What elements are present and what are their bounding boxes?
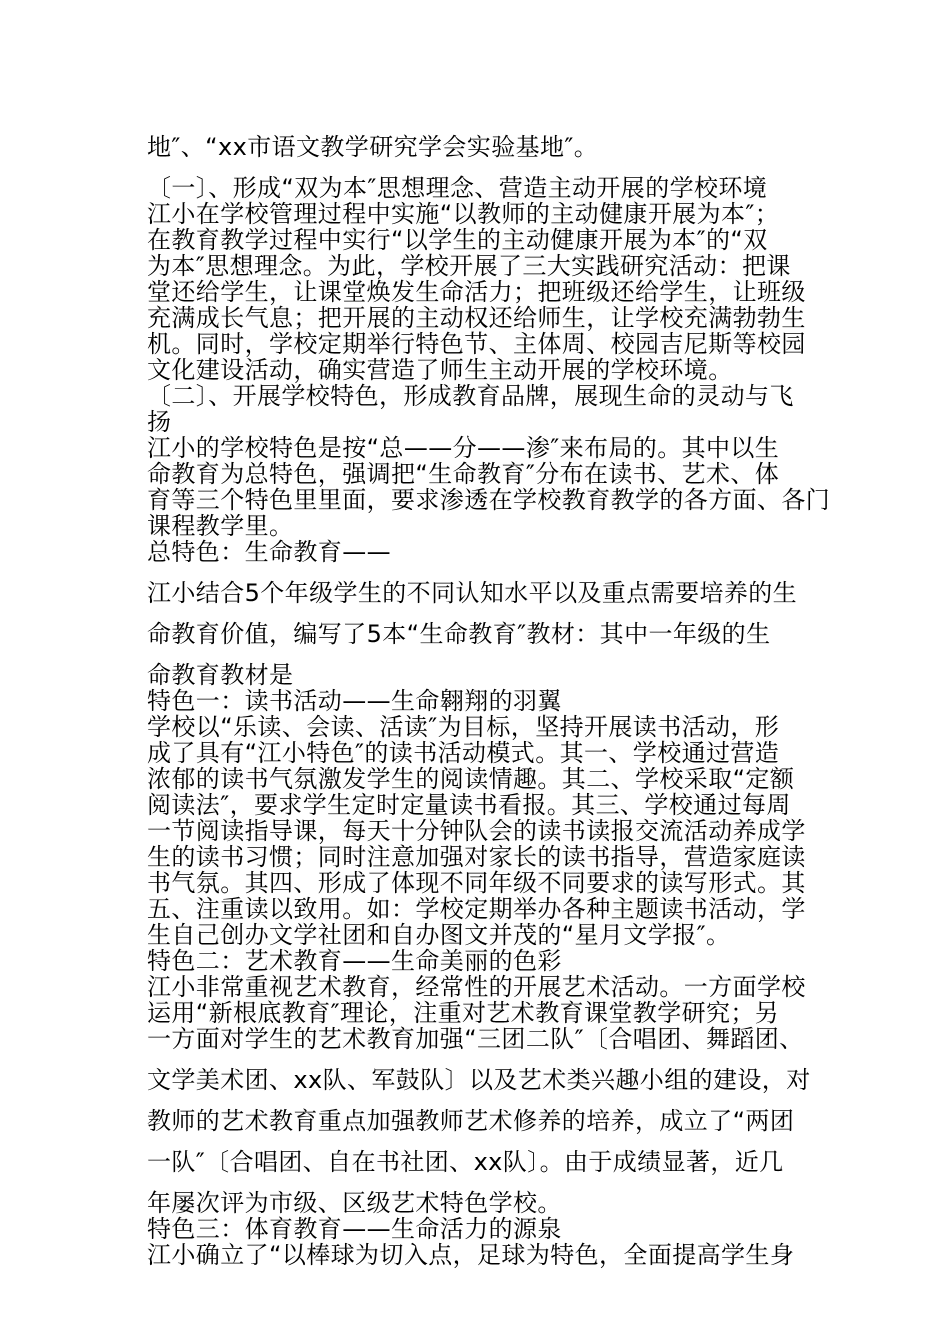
text-line: 生的读书习惯；同时注意加强对家长的读书指导，营造家庭读 (147, 843, 806, 871)
text-line: 机。同时，学校定期举行特色节、主体周、校园吉尼斯等校园 (147, 330, 806, 358)
text-line: 江小的学校特色是按“总——分——渗″来布局的。其中以生 (147, 434, 780, 462)
text-line: 为本″思想理念。为此，学校开展了三大实践研究活动：把课 (147, 252, 791, 280)
text-line: 运用“新根底教育″理论，注重对艺术教育课堂教学研究；另 (147, 999, 780, 1027)
text-line: 成了具有“江小特色″的读书活动模式。其一、学校通过营造 (147, 739, 780, 767)
text-line: 生自己创办文学社团和自办图文并茂的“星月文学报″。 (147, 921, 731, 949)
text-line: 命教育价值，编写了5本“生命教育″教材：其中一年级的生 (147, 620, 771, 648)
text-line: 堂还给学生，让课堂焕发生命活力；把班级还给学生，让班级 (147, 278, 806, 306)
text-line: 课程教学里。 (147, 512, 294, 540)
text-line: 江小确立了“以棒球为切入点，足球为特色，全面提高学生身 (147, 1241, 795, 1269)
text-line: 命教育为总特色，强调把“生命教育″分布在读书、艺术、体 (147, 460, 780, 488)
subheading-feature-1: 特色一：读书活动——生命翱翔的羽翼 (147, 687, 562, 715)
section-heading-1: 〔一〕、形成“双为本″思想理念、营造主动开展的学校环境 (147, 174, 768, 202)
text-line: 江小非常重视艺术教育，经常性的开展艺术活动。一方面学校 (147, 973, 806, 1001)
text-line: 教师的艺术教育重点加强教师艺术修养的培养，成立了“两团 (147, 1107, 795, 1135)
section-heading-2-cont: 扬 (147, 408, 172, 436)
text-line: 文学美术团、xx队、军鼓队〕以及艺术类兴趣小组的建设，对 (147, 1066, 811, 1094)
text-line: 年屡次评为市级、区级艺术特色学校。 (147, 1189, 562, 1217)
text-line: 浓郁的读书气氛激发学生的阅读情趣。其二、学校采取“定额 (147, 765, 795, 793)
text-line: 育等三个特色里里面，要求渗透在学校教育教学的各方面、各门 (147, 486, 831, 514)
text-line: 在教育教学过程中实行“以学生的主动健康开展为本″的“双 (147, 226, 768, 254)
subheading-feature-3: 特色三：体育教育——生命活力的源泉 (147, 1215, 562, 1243)
text-line: 充满成长气息；把开展的主动权还给师生，让学校充满勃勃生 (147, 304, 806, 332)
text-line: 学校以“乐读、会读、活读″为目标，坚持开展读书活动，形 (147, 713, 780, 741)
text-line: 一方面对学生的艺术教育加强“三团二队″〔合唱团、舞蹈团、 (147, 1025, 804, 1053)
text-line: 江小在学校管理过程中实施“以教师的主动健康开展为本″； (147, 200, 780, 228)
text-line: 一节阅读指导课，每天十分钟队会的读书读报交流活动养成学 (147, 817, 806, 845)
text-line: 命教育教材是 (147, 661, 294, 689)
text-line: 江小结合5个年级学生的不同认知水平以及重点需要培养的生 (147, 579, 798, 607)
text-line: 地″、“xx市语文教学研究学会实验基地″。 (147, 133, 599, 161)
section-heading-2: 〔二〕、开展学校特色，形成教育品牌，展现生命的灵动与飞 (147, 382, 794, 410)
subheading-feature-2: 特色二：艺术教育——生命美丽的色彩 (147, 947, 562, 975)
text-line: 阅读法″，要求学生定时定量读书看报。其三、学校通过每周 (147, 791, 791, 819)
text-line: 五、注重读以致用。如：学校定期举办各种主题读书活动，学 (147, 895, 806, 923)
subheading-overall: 总特色：生命教育—— (147, 538, 391, 566)
text-line: 一队″〔合唱团、自在书社团、xx队〕。由于成绩显著，近几 (147, 1148, 784, 1176)
text-line: 文化建设活动，确实营造了师生主动开展的学校环境。 (147, 356, 733, 384)
text-line: 书气氛。其四、形成了体现不同年级不同要求的读写形式。其 (147, 869, 806, 897)
